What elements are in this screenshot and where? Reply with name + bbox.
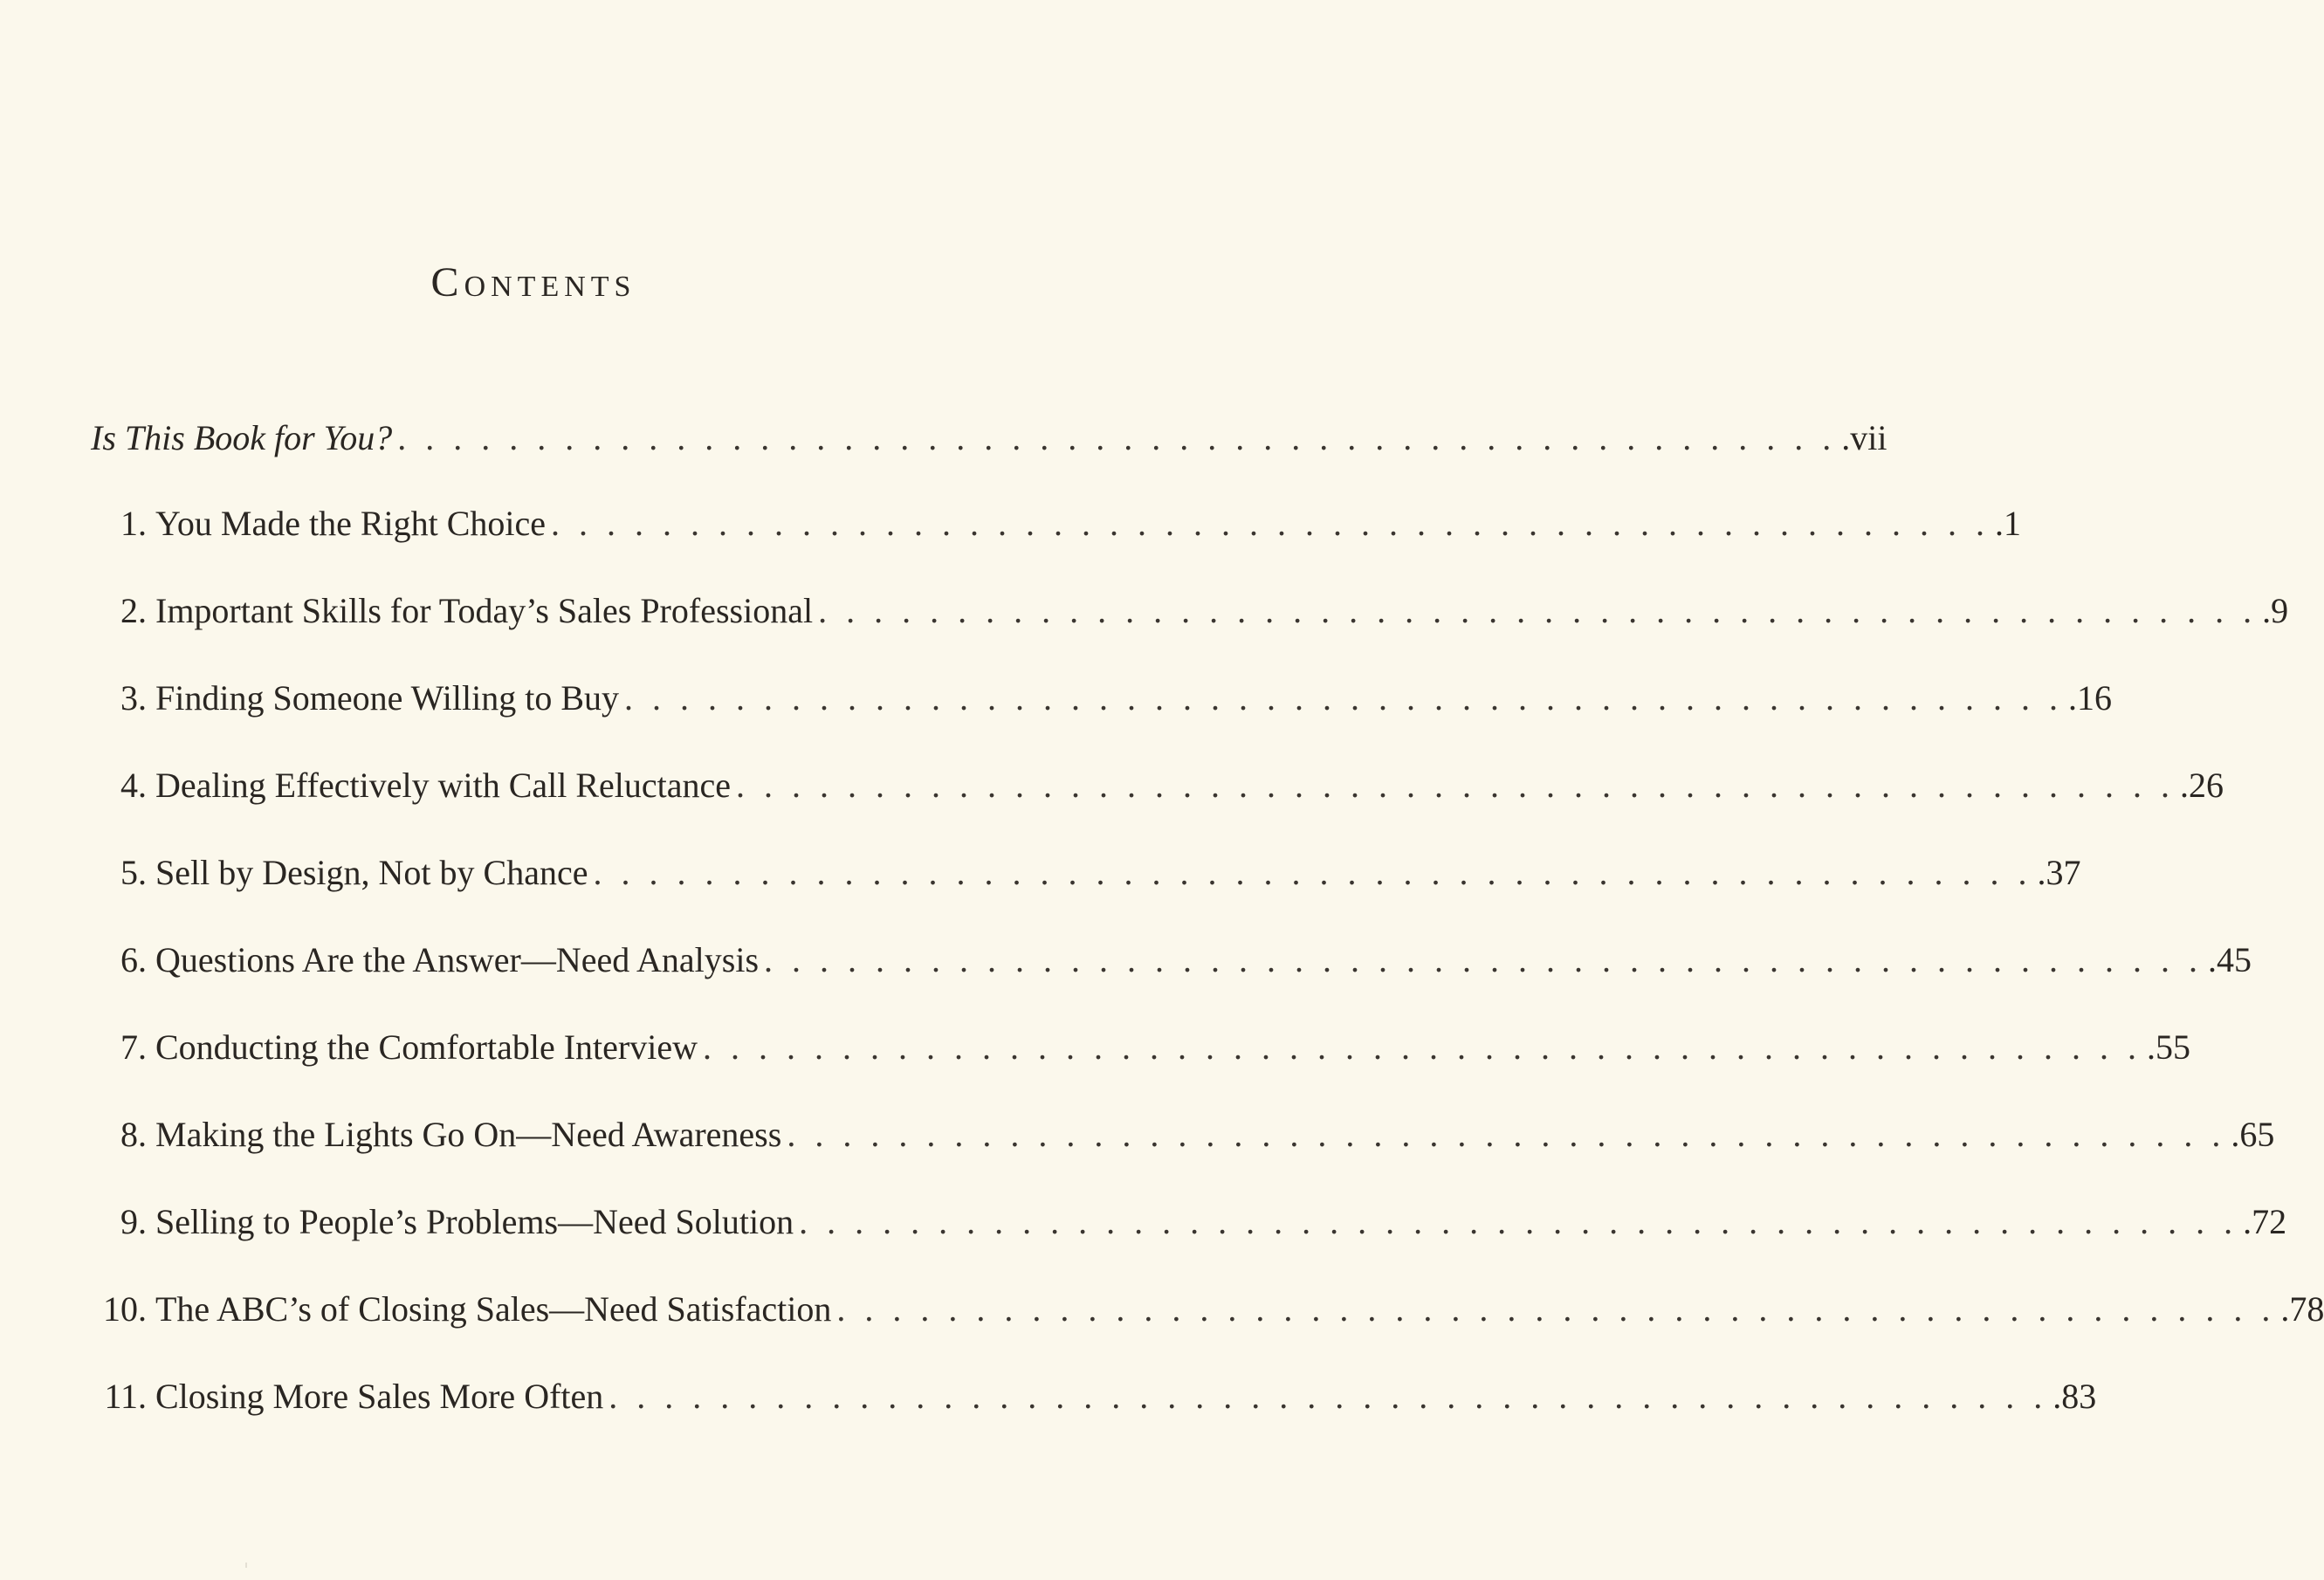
toc-entry-chapter-11[interactable] — [91, 1370, 2097, 1423]
toc-entry-number: 5. — [120, 853, 147, 892]
toc-entry-page: .37 — [2037, 853, 2081, 892]
toc-entry-number: 7. — [120, 1027, 147, 1067]
toc-entry-page: .9 — [2262, 591, 2289, 630]
paper-speck — [245, 1563, 247, 1568]
toc-entry-page: .26 — [2180, 766, 2224, 805]
toc-entry-page: .72 — [2243, 1202, 2287, 1241]
toc-entry-page: .16 — [2068, 678, 2113, 718]
toc-entry-title: Closing More Sales More Often — [155, 1377, 604, 1416]
toc-entry-title: Dealing Effectively with Call Reluctance — [155, 766, 732, 805]
toc-entry-number: 4. — [120, 766, 147, 805]
toc-entry-title: The ABC’s of Closing Sales—Need Satisfaction — [155, 1289, 832, 1329]
toc-entry-page: .55 — [2146, 1027, 2190, 1067]
toc-entry-title: Finding Someone Willing to Buy — [155, 678, 620, 718]
dot-leader: . . . . . . . . . . . . . . . . . . . . . . . . . . . . . . . . . . . . . . . . . . . . . . . . . . . . — [609, 1377, 2048, 1416]
dot-leader: . . . . . . . . . . . . . . . . . . . . . . . . . . . . . . . . . . . . . . . . . . . . . . . . . . . . — [818, 591, 2258, 630]
toc-entry-title: Making the Lights Go On—Need Awareness — [155, 1115, 782, 1154]
dot-leader: . . . . . . . . . . . . . . . . . . . . . . . . . . . . . . . . . . . . . . . . . . . . . . . . . . . . — [593, 853, 2032, 892]
toc-entry-chapter-4[interactable] — [91, 759, 2224, 812]
toc-entry-chapter-1[interactable] — [91, 498, 2022, 550]
dot-leader: . . . . . . . . . . . . . . . . . . . . . . . . . . . . . . . . . . . . . . . . . . . . . . . . . . . . — [702, 1027, 2142, 1067]
toc-entry-chapter-8[interactable] — [91, 1109, 2275, 1161]
page-title: Contents — [430, 259, 636, 306]
dot-leader: . . . . . . . . . . . . . . . . . . . . . . . . . . . . . . . . . . . . . . . . . . . . . . . . . . . . — [624, 678, 2064, 718]
toc-entry-number: 10. — [103, 1289, 147, 1329]
toc-entry-chapter-3[interactable] — [91, 672, 2113, 725]
toc-entry-title: Sell by Design, Not by Chance — [155, 853, 588, 892]
toc-entry-number: 8. — [120, 1115, 147, 1154]
dot-leader: . . . . . . . . . . . . . . . . . . . . . . . . . . . . . . . . . . . . . . . . . . . . . . . . . . . . — [397, 418, 1837, 457]
toc-entry-title: Important Skills for Today’s Sales Professional — [155, 591, 814, 630]
toc-entry-preface[interactable] — [91, 412, 1887, 464]
toc-entry-number: 9. — [120, 1202, 147, 1241]
toc-entry-title: Is This Book for You? — [91, 418, 393, 457]
toc-entry-number: 1. — [120, 504, 147, 543]
dot-leader: . . . . . . . . . . . . . . . . . . . . . . . . . . . . . . . . . . . . . . . . . . . . . . . . . . . . — [836, 1289, 2276, 1329]
toc-entry-chapter-10[interactable] — [91, 1283, 2324, 1336]
toc-entry-chapter-6[interactable] — [91, 934, 2252, 986]
toc-entry-page: .vii — [1841, 418, 1887, 457]
toc-entry-number: 11. — [104, 1377, 147, 1416]
toc-entry-title: Conducting the Comfortable Interview — [155, 1027, 698, 1067]
dot-leader: . . . . . . . . . . . . . . . . . . . . . . . . . . . . . . . . . . . . . . . . . . . . . . . . . . . . — [551, 504, 1991, 543]
toc-entry-chapter-2[interactable] — [91, 585, 2289, 637]
toc-entry-number: 2. — [120, 591, 147, 630]
toc-entry-title: You Made the Right Choice — [155, 504, 547, 543]
toc-entry-title: Selling to People’s Problems—Need Solution — [155, 1202, 794, 1241]
toc-entry-page: .45 — [2208, 940, 2252, 979]
toc-entry-page: .83 — [2052, 1377, 2097, 1416]
toc-entry-chapter-9[interactable] — [91, 1196, 2287, 1248]
toc-entry-number: 3. — [120, 678, 147, 718]
toc-entry-page: .78 — [2280, 1289, 2324, 1329]
toc-entry-chapter-7[interactable] — [91, 1021, 2190, 1074]
toc-entry-number: 6. — [120, 940, 147, 979]
dot-leader: . . . . . . . . . . . . . . . . . . . . . . . . . . . . . . . . . . . . . . . . . . . . . . . . . . . . — [764, 940, 2204, 979]
dot-leader: . . . . . . . . . . . . . . . . . . . . . . . . . . . . . . . . . . . . . . . . . . . . . . . . . . . . — [787, 1115, 2226, 1154]
toc-entry-page: .65 — [2231, 1115, 2275, 1154]
dot-leader: . . . . . . . . . . . . . . . . . . . . . . . . . . . . . . . . . . . . . . . . . . . . . . . . . . . . — [736, 766, 2176, 805]
toc-entry-chapter-5[interactable] — [91, 847, 2081, 899]
toc-entry-page: .1 — [1995, 504, 2022, 543]
toc-entry-title: Questions Are the Answer—Need Analysis — [155, 940, 760, 979]
dot-leader: . . . . . . . . . . . . . . . . . . . . . . . . . . . . . . . . . . . . . . . . . . . . . . . . . . . . — [799, 1202, 2238, 1241]
